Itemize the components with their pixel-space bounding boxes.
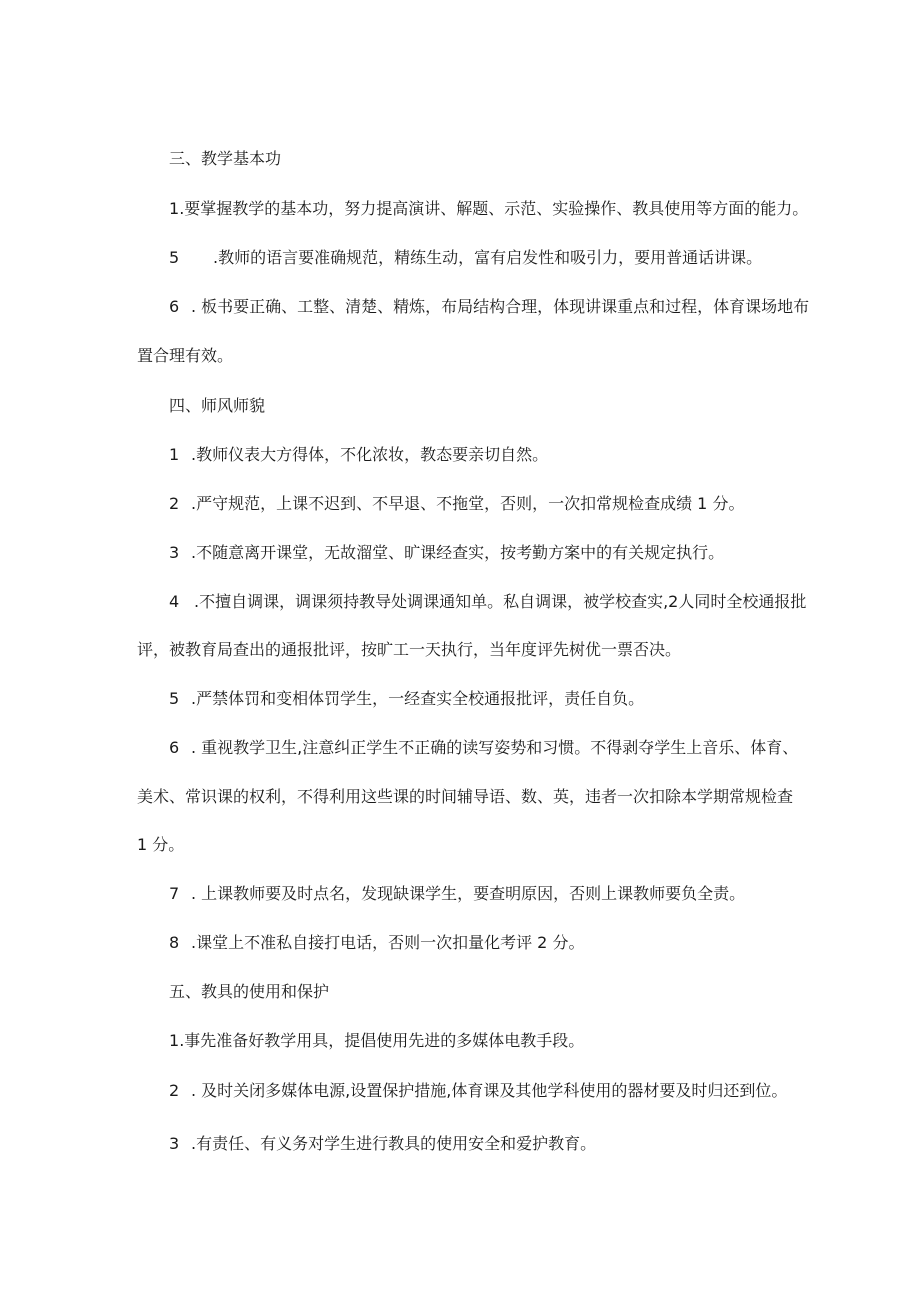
item-number: 3 [169, 543, 180, 562]
item-text: .要掌握教学的基本功，努力提高演讲、解题、示范、实验操作、教具使用等方面的能力。 [179, 199, 809, 218]
item-text: .事先准备好教学用具，提倡使用先进的多媒体电教手段。 [179, 1031, 585, 1050]
section-heading-5: 五、教具的使用和保护 [169, 982, 330, 1001]
item-text: . 重视教学卫生,注意纠正学生不正确的读写姿势和习惯。不得剥夺学生上音乐、体育、 [191, 738, 799, 757]
paragraph-4-7 [169, 883, 745, 905]
paragraph-4-2 [169, 493, 744, 515]
paragraph-4-5 [169, 688, 644, 710]
paragraph-3-1 [169, 198, 808, 220]
paragraph-3-3-continued: 置合理有效。 [137, 346, 234, 365]
item-number: 6 [169, 297, 180, 316]
item-text: .教师仪表大方得体，不化浓妆，教态要亲切自然。 [191, 445, 549, 464]
item-number: 3 [169, 1134, 180, 1153]
section-heading-4: 四、师风师貌 [169, 396, 266, 415]
item-text: . 板书要正确、工整、清楚、精炼，布局结构合理，体现讲课重点和过程，体育课场地布 [191, 297, 810, 316]
item-number: 1 [169, 445, 180, 464]
item-text: .严禁体罚和变相体罚学生，一经查实全校通报批评，责任自负。 [191, 689, 645, 708]
paragraph-4-4 [169, 591, 806, 613]
paragraph-5-2 [169, 1080, 787, 1102]
item-number: 6 [169, 738, 180, 757]
item-text: .不随意离开课堂，无故溜堂、旷课经查实，按考勤方案中的有关规定执行。 [191, 543, 725, 562]
item-text: .严守规范，上课不迟到、不早退、不拖堂，否则，一次扣常规检查成绩 1 分。 [191, 494, 745, 513]
item-number: 8 [169, 933, 180, 952]
paragraph-4-6-continued-2: 1 分。 [137, 835, 185, 854]
item-number: 5 [169, 689, 180, 708]
item-text: .课堂上不准私自接打电话，否则一次扣量化考评 2 分。 [191, 933, 585, 952]
item-text: .有责任、有义务对学生进行教具的使用安全和爱护教育。 [191, 1134, 597, 1153]
paragraph-5-3 [169, 1133, 596, 1155]
paragraph-3-3 [169, 296, 809, 318]
paragraph-4-4-continued: 评，被教育局查出的通报批评，按旷工一天执行，当年度评先树优一票否决。 [137, 640, 682, 659]
paragraph-4-6 [169, 737, 798, 759]
item-text: . 上课教师要及时点名，发现缺课学生，要查明原因，否则上课教师要负全责。 [191, 884, 746, 903]
item-number: 1 [169, 199, 180, 218]
paragraph-5-1 [169, 1030, 584, 1052]
item-text: .不擅自调课，调课须持教导处调课通知单。私自调课，被学校查实,2人同时全校通报批 [194, 592, 807, 611]
item-number: 5 [169, 248, 180, 267]
paragraph-4-1 [169, 444, 548, 466]
item-number: 1 [169, 1031, 180, 1050]
item-text: .教师的语言要准确规范，精练生动，富有启发性和吸引力，要用普通话讲课。 [213, 248, 763, 267]
section-heading-3: 三、教学基本功 [169, 149, 282, 168]
item-number: 4 [169, 592, 180, 611]
paragraph-4-8 [169, 932, 584, 954]
item-text: . 及时关闭多媒体电源,设置保护措施,体育课及其他学科使用的器材要及时归还到位。 [191, 1081, 788, 1100]
paragraph-4-6-continued: 美术、常识课的权利，不得利用这些课的时间辅导语、数、英，违者一次扣除本学期常规检查 [137, 787, 794, 806]
paragraph-3-2 [169, 247, 762, 269]
item-number: 2 [169, 1081, 180, 1100]
item-number: 7 [169, 884, 180, 903]
paragraph-4-3 [169, 542, 724, 564]
item-number: 2 [169, 494, 180, 513]
